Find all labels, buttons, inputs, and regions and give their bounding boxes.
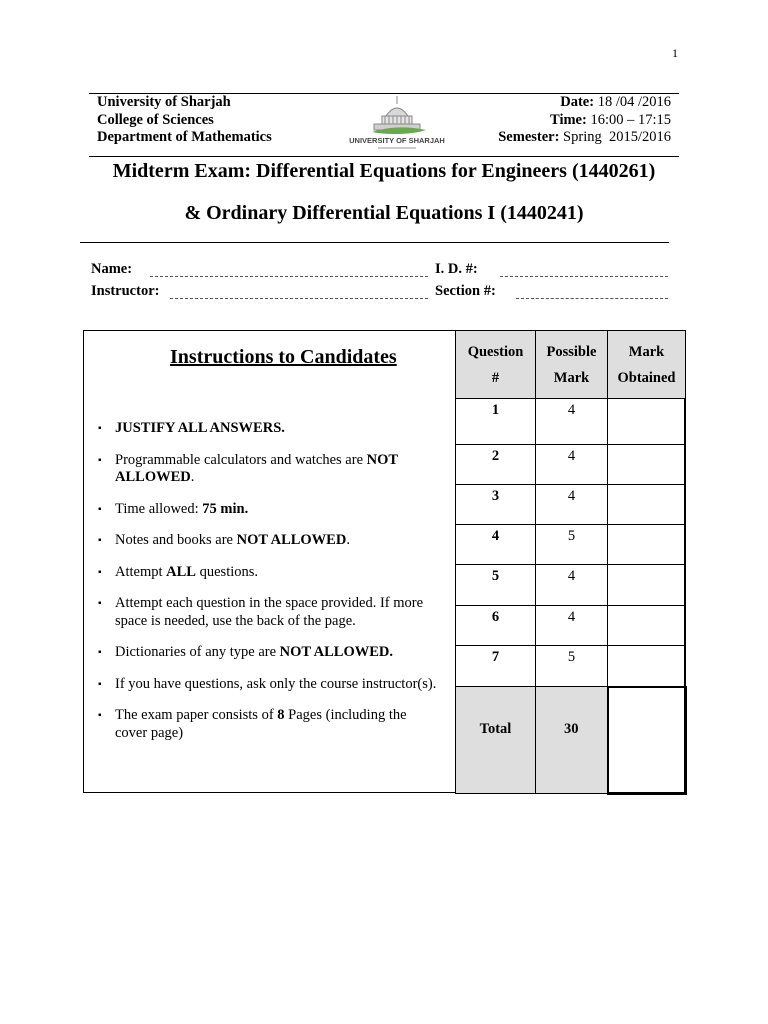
time-line bbox=[498, 112, 671, 130]
department-name: Department of Mathematics bbox=[97, 129, 272, 145]
exam-title-line1: Midterm Exam: Differential Equations for Engineers (1440261) bbox=[112, 160, 656, 182]
question-number: 3 bbox=[456, 485, 536, 525]
instruction-text: Attempt each question in the space provided. If more space is needed, use the back of the page. bbox=[115, 595, 424, 629]
mark-obtained-cell[interactable] bbox=[608, 445, 686, 485]
instructions-list bbox=[98, 420, 438, 742]
header-possible-mark bbox=[536, 331, 608, 399]
instruction-item bbox=[98, 532, 438, 550]
instructor-field[interactable] bbox=[170, 298, 428, 299]
mark-obtained-cell[interactable] bbox=[608, 525, 686, 565]
instruction-text: Pages (including the cover page) bbox=[115, 707, 407, 741]
instruction-item bbox=[98, 595, 438, 630]
bullet-icon: ▪ bbox=[98, 566, 102, 578]
university-name: University of Sharjah bbox=[97, 94, 231, 110]
bullet-icon: ▪ bbox=[98, 503, 102, 515]
exam-meta-block bbox=[498, 94, 671, 147]
question-number: 7 bbox=[456, 646, 536, 687]
total-row bbox=[456, 687, 686, 794]
instruction-item bbox=[98, 420, 438, 438]
instruction-item bbox=[98, 501, 438, 519]
instruction-text: NOT ALLOWED bbox=[236, 532, 347, 548]
bullet-icon: ▪ bbox=[98, 678, 102, 690]
instruction-text: ALL bbox=[166, 563, 196, 580]
section-label: Section #: bbox=[435, 283, 496, 299]
instruction-text: Dictionaries of any type are bbox=[115, 644, 280, 660]
instruction-text: The exam paper consists of bbox=[115, 707, 278, 723]
semester-value: Spring 2015/2016 bbox=[563, 129, 671, 145]
possible-mark: 4 bbox=[536, 565, 608, 606]
title-rule bbox=[80, 242, 669, 243]
bullet-icon: ▪ bbox=[98, 423, 102, 434]
instruction-item bbox=[98, 564, 438, 582]
header-possible-line2: Mark bbox=[553, 369, 590, 386]
header-possible-line1: Possible bbox=[546, 343, 597, 360]
instruction-text: . bbox=[346, 532, 350, 548]
instruction-text: 8 bbox=[277, 707, 285, 723]
semester-line bbox=[498, 129, 671, 147]
page-number: 1 bbox=[672, 46, 678, 60]
instruction-item bbox=[98, 707, 438, 742]
question-number: 4 bbox=[456, 525, 536, 565]
instruction-text: questions. bbox=[195, 563, 259, 580]
possible-mark: 5 bbox=[536, 525, 608, 565]
instruction-text: JUSTIFY ALL ANSWERS. bbox=[115, 420, 285, 436]
header-bottom-rule bbox=[89, 156, 679, 157]
instruction-text: Attempt bbox=[115, 563, 167, 580]
question-row bbox=[456, 445, 686, 485]
mark-obtained-cell[interactable] bbox=[608, 606, 686, 646]
possible-mark: 5 bbox=[536, 646, 608, 687]
header-obtained-line2: Obtained bbox=[617, 369, 676, 386]
question-number: 1 bbox=[456, 399, 536, 445]
university-logo bbox=[349, 94, 445, 156]
instruction-text: Programmable calculators and watches are bbox=[115, 451, 367, 468]
instruction-item bbox=[98, 676, 438, 694]
total-obtained-cell[interactable] bbox=[608, 687, 686, 794]
mark-obtained-cell[interactable] bbox=[608, 646, 686, 687]
header-question-line1: Question bbox=[467, 343, 524, 360]
question-row bbox=[456, 399, 686, 445]
instruction-text: If you have questions, ask only the course instructor(s). bbox=[115, 675, 437, 692]
logo-text: UNIVERSITY OF SHARJAH bbox=[349, 136, 445, 145]
question-number: 6 bbox=[456, 606, 536, 646]
section-field[interactable] bbox=[516, 298, 668, 299]
question-row bbox=[456, 565, 686, 606]
bullet-icon: ▪ bbox=[98, 535, 102, 546]
instruction-text: Time allowed: bbox=[115, 500, 203, 517]
date-value: 18 /04 /2016 bbox=[597, 94, 671, 110]
header-question bbox=[456, 331, 536, 399]
question-number: 5 bbox=[456, 565, 536, 606]
bullet-icon: ▪ bbox=[98, 647, 102, 658]
question-number: 2 bbox=[456, 445, 536, 485]
instruction-text: . bbox=[190, 469, 195, 485]
instruction-text: NOT ALLOWED. bbox=[279, 644, 394, 660]
possible-mark: 4 bbox=[536, 606, 608, 646]
instructions-title: Instructions to Candidates bbox=[170, 346, 397, 368]
marks-table bbox=[455, 330, 687, 795]
bullet-icon: ▪ bbox=[98, 454, 102, 466]
possible-mark: 4 bbox=[536, 445, 608, 485]
header-mark-obtained bbox=[608, 331, 686, 399]
possible-mark: 4 bbox=[536, 485, 608, 525]
header-question-line2: # bbox=[491, 369, 500, 386]
header-obtained-line1: Mark bbox=[628, 343, 665, 360]
name-field[interactable] bbox=[150, 276, 428, 277]
date-label: Date: bbox=[560, 94, 595, 110]
question-row bbox=[456, 485, 686, 525]
mark-obtained-cell[interactable] bbox=[608, 565, 686, 606]
time-value: 16:00 – 17:15 bbox=[590, 111, 671, 128]
mark-obtained-cell[interactable] bbox=[608, 485, 686, 525]
total-value: 30 bbox=[536, 687, 608, 794]
id-label: I. D. #: bbox=[435, 261, 478, 277]
bullet-icon: ▪ bbox=[98, 710, 102, 721]
time-label: Time: bbox=[550, 111, 587, 128]
id-field[interactable] bbox=[500, 276, 668, 277]
date-line bbox=[498, 94, 671, 112]
question-row bbox=[456, 525, 686, 565]
bullet-icon: ▪ bbox=[98, 598, 102, 609]
possible-mark: 4 bbox=[536, 399, 608, 445]
instruction-text: 75 min. bbox=[202, 500, 249, 517]
instructor-label: Instructor: bbox=[91, 283, 160, 299]
name-label: Name: bbox=[91, 261, 133, 277]
semester-label: Semester: bbox=[498, 129, 560, 145]
mark-obtained-cell[interactable] bbox=[608, 399, 686, 445]
instruction-item bbox=[98, 644, 438, 662]
instruction-item bbox=[98, 452, 438, 487]
total-label: Total bbox=[456, 687, 536, 794]
question-row bbox=[456, 646, 686, 687]
question-row bbox=[456, 606, 686, 646]
instruction-text: Notes and books are bbox=[115, 532, 237, 548]
college-name: College of Sciences bbox=[97, 111, 214, 128]
exam-title-line2: & Ordinary Differential Equations I (1440241) bbox=[184, 202, 584, 224]
marks-header-row bbox=[456, 331, 686, 399]
institution-block bbox=[97, 94, 272, 147]
instruction-text: NOT ALLOWED bbox=[115, 451, 398, 485]
